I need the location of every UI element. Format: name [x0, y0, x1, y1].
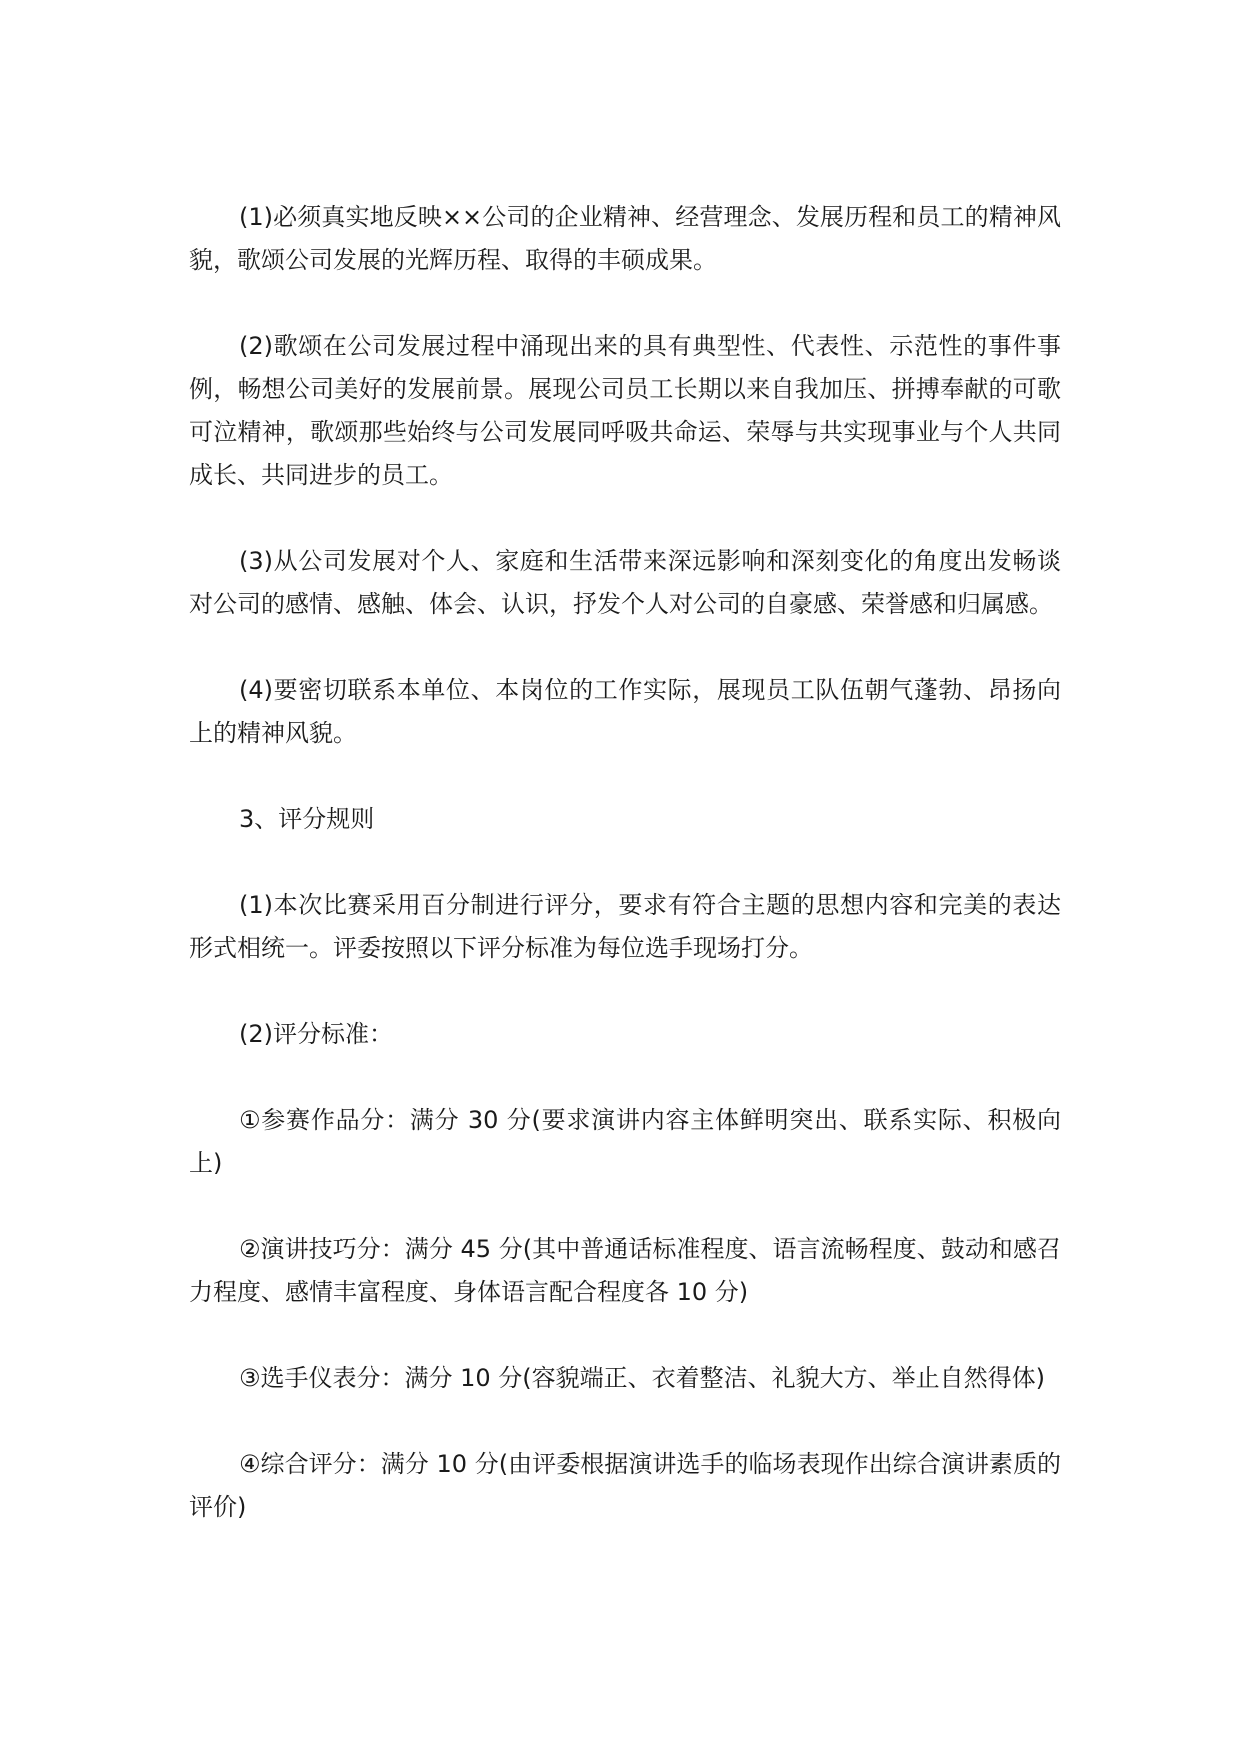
paragraph-scoring-rule-1: (1)本次比赛采用百分制进行评分，要求有符合主题的思想内容和完美的表达形式相统一。评委按照以下评分标准为每位选手现场打分。	[189, 891, 1061, 962]
paragraph-requirement-3: (3)从公司发展对个人、家庭和生活带来深远影响和深刻变化的角度出发畅谈对公司的感情、感触、体会、认识，抒发个人对公司的自豪感、荣誉感和归属感。	[189, 547, 1061, 618]
paragraph-requirement-2: (2)歌颂在公司发展过程中涌现出来的具有典型性、代表性、示范性的事件事例，畅想公司美好的发展前景。展现公司员工长期以来自我加压、拼搏奉献的可歌可泣精神，歌颂那些始终与公司发展同呼吸共命运、荣辱与共实现事业与个人共同成长、共同进步的员工。	[189, 332, 1061, 489]
paragraph-scoring-rule-2: (2)评分标准：	[239, 1020, 393, 1048]
paragraph-criterion-overall: ④综合评分：满分 10 分(由评委根据演讲选手的临场表现作出综合演讲素质的评价)	[189, 1450, 1061, 1521]
document-body	[189, 196, 1061, 1572]
section-heading-scoring-rules: 3、评分规则	[239, 805, 375, 833]
paragraph-criterion-work: ①参赛作品分：满分 30 分(要求演讲内容主体鲜明突出、联系实际、积极向上)	[189, 1106, 1061, 1177]
paragraph-requirement-1: (1)必须真实地反映××公司的企业精神、经营理念、发展历程和员工的精神风貌，歌颂公司发展的光辉历程、取得的丰硕成果。	[189, 203, 1061, 274]
paragraph-requirement-4: (4)要密切联系本单位、本岗位的工作实际，展现员工队伍朝气蓬勃、昂扬向上的精神风貌。	[189, 676, 1061, 747]
paragraph-criterion-appearance: ③选手仪表分：满分 10 分(容貌端正、衣着整洁、礼貌大方、举止自然得体)	[239, 1364, 1046, 1392]
paragraph-criterion-skill: ②演讲技巧分：满分 45 分(其中普通话标准程度、语言流畅程度、鼓动和感召力程度、感情丰富程度、身体语言配合程度各 10 分)	[189, 1235, 1061, 1306]
